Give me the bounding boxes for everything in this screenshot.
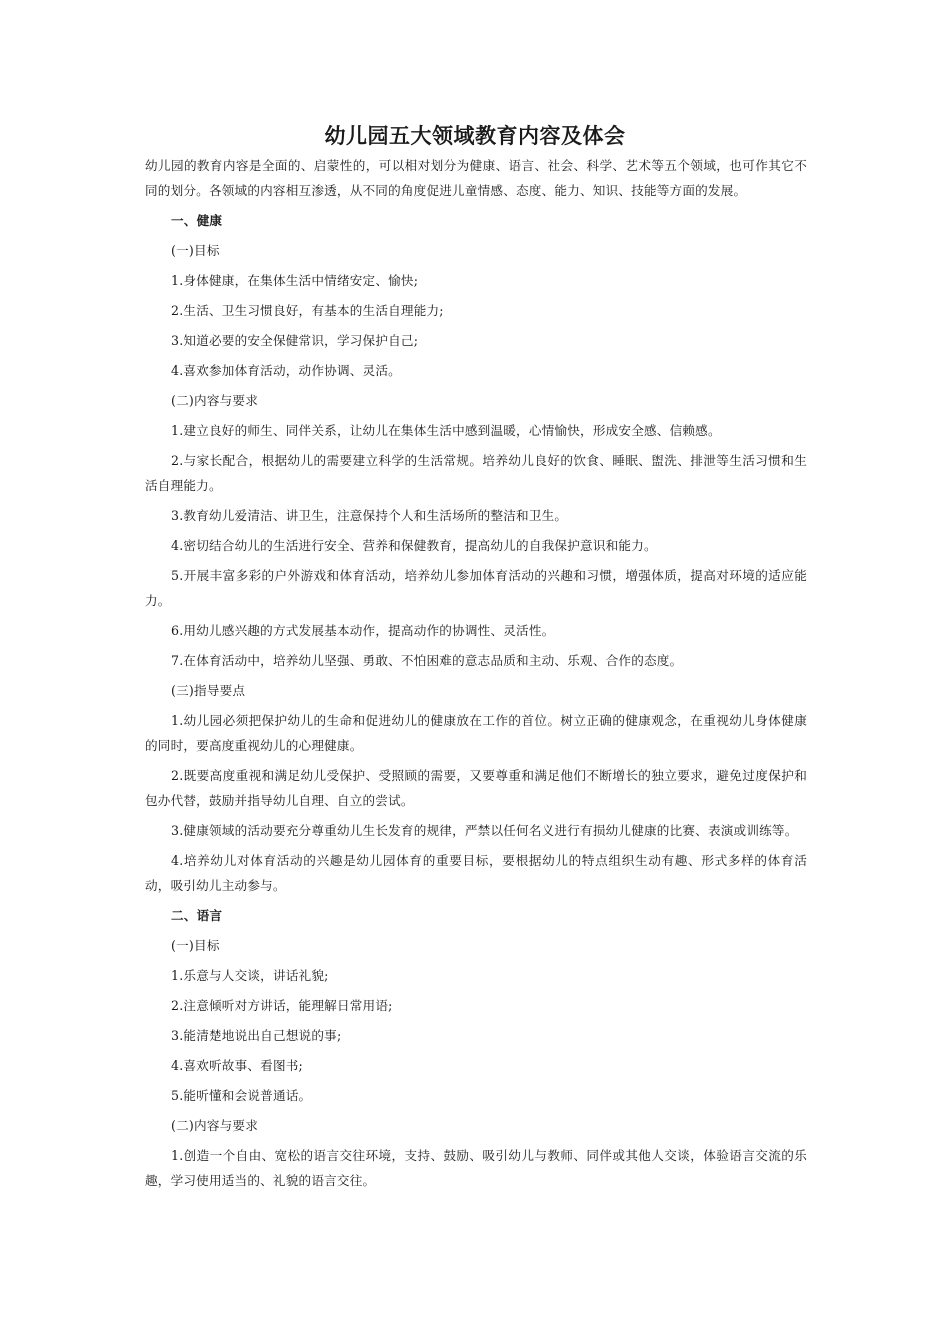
subheading-language-goals: (一)目标 [171, 938, 220, 953]
list-item: 2.与家长配合，根据幼儿的需要建立科学的生活常规。培养幼儿良好的饮食、睡眠、盥洗、排泄等生活习惯和生活自理能力。 [145, 453, 807, 493]
list-item: 4.密切结合幼儿的生活进行安全、营养和保健教育，提高幼儿的自我保护意识和能力。 [171, 538, 657, 553]
list-item: 3.能清楚地说出自己想说的事; [171, 1028, 342, 1043]
list-item: 4.喜欢参加体育活动，动作协调、灵活。 [171, 363, 401, 378]
list-item: 5.能听懂和会说普通话。 [171, 1088, 312, 1103]
list-item: 7.在体育活动中，培养幼儿坚强、勇敢、不怕困难的意志品质和主动、乐观、合作的态度。 [171, 653, 683, 668]
subheading-health-content: (二)内容与要求 [171, 393, 258, 408]
list-item: 2.生活、卫生习惯良好，有基本的生活自理能力; [171, 303, 444, 318]
section-heading-health: 一、健康 [171, 213, 223, 228]
list-item: 3.知道必要的安全保健常识，学习保护自己; [171, 333, 419, 348]
list-item: 4.喜欢听故事、看图书; [171, 1058, 304, 1073]
list-item: 2.既要高度重视和满足幼儿受保护、受照顾的需要，又要尊重和满足他们不断增长的独立要求，避免过度保护和包办代替，鼓励并指导幼儿自理、自立的尝试。 [145, 768, 807, 808]
list-item: 1.创造一个自由、宽松的语言交往环境，支持、鼓励、吸引幼儿与教师、同伴或其他人交谈，体验语言交流的乐趣，学习使用适当的、礼貌的语言交往。 [145, 1148, 807, 1188]
document-body [145, 153, 807, 1198]
list-item: 5.开展丰富多彩的户外游戏和体育活动，培养幼儿参加体育活动的兴趣和习惯，增强体质，提高对环境的适应能力。 [145, 568, 807, 608]
section-heading-language: 二、语言 [171, 908, 223, 923]
list-item: 1.建立良好的师生、同伴关系，让幼儿在集体生活中感到温暖，心情愉快，形成安全感、信赖感。 [171, 423, 721, 438]
document-title: 幼儿园五大领域教育内容及体会 [324, 123, 626, 148]
list-item: 6.用幼儿感兴趣的方式发展基本动作，提高动作的协调性、灵活性。 [171, 623, 555, 638]
list-item: 4.培养幼儿对体育活动的兴趣是幼儿园体育的重要目标，要根据幼儿的特点组织生动有趣、形式多样的体育活动，吸引幼儿主动参与。 [145, 853, 807, 893]
list-item: 1.身体健康，在集体生活中情绪安定、愉快; [171, 273, 419, 288]
subheading-health-guidance: (三)指导要点 [171, 683, 246, 698]
intro-paragraph: 幼儿园的教育内容是全面的、启蒙性的，可以相对划分为健康、语言、社会、科学、艺术等五个领域，也可作其它不同的划分。各领域的内容相互渗透，从不同的角度促进儿童情感、态度、能力、知识、技能等方面的发展。 [145, 158, 807, 198]
subheading-language-content: (二)内容与要求 [171, 1118, 258, 1133]
list-item: 1.乐意与人交谈，讲话礼貌; [171, 968, 329, 983]
list-item: 2.注意倾听对方讲话，能理解日常用语; [171, 998, 393, 1013]
subheading-health-goals: (一)目标 [171, 243, 220, 258]
list-item: 1.幼儿园必须把保护幼儿的生命和促进幼儿的健康放在工作的首位。树立正确的健康观念，在重视幼儿身体健康的同时，要高度重视幼儿的心理健康。 [145, 713, 807, 753]
list-item: 3.教育幼儿爱清洁、讲卫生，注意保持个人和生活场所的整洁和卫生。 [171, 508, 568, 523]
list-item: 3.健康领域的活动要充分尊重幼儿生长发育的规律，严禁以任何名义进行有损幼儿健康的比赛、表演或训练等。 [171, 823, 798, 838]
